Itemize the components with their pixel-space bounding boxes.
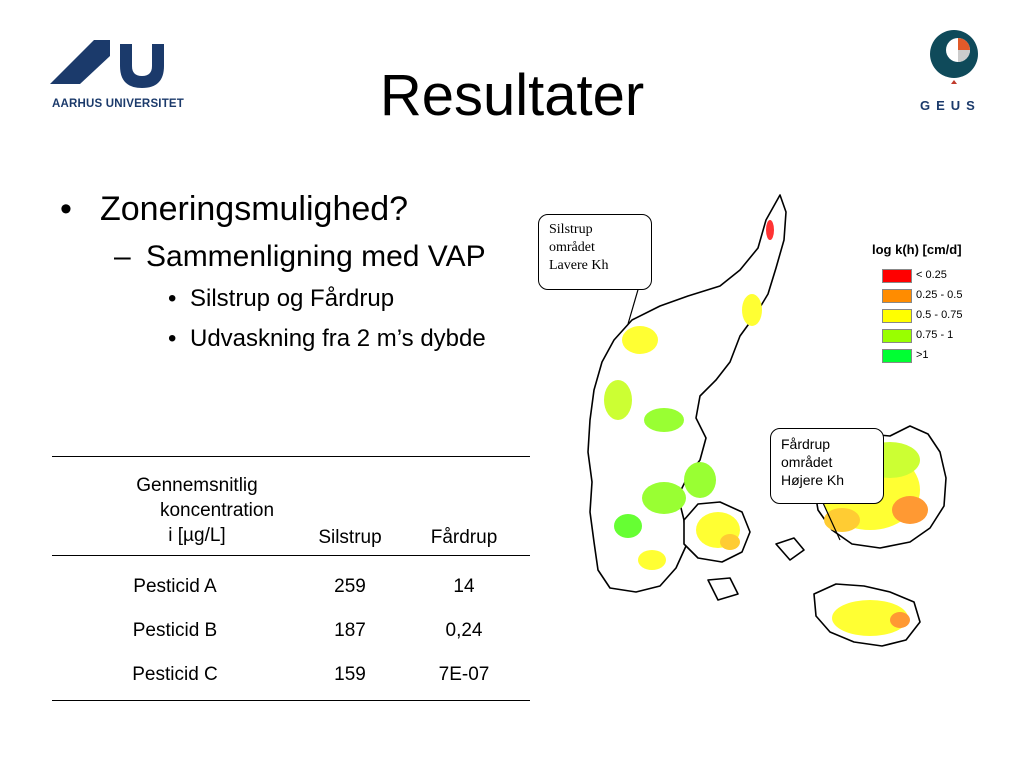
legend-swatch	[882, 309, 912, 323]
map-legend	[872, 242, 992, 367]
row-name: Pesticid A	[133, 576, 217, 597]
table-row	[52, 606, 530, 650]
concentration-table	[52, 456, 530, 701]
slide-title: Resultater	[379, 63, 645, 128]
row-name: Pesticid C	[132, 664, 218, 685]
callout-line: området	[781, 454, 833, 470]
header-concentration	[82, 473, 312, 548]
legend-item	[872, 307, 992, 327]
callout-line: Silstrup	[549, 222, 593, 237]
bullet-dash: –	[114, 240, 131, 273]
bullet-level3	[168, 282, 500, 316]
row-silstrup: 159	[334, 664, 366, 685]
legend-item	[872, 327, 992, 347]
bullet-level3-text: Silstrup og Fårdrup	[190, 285, 395, 312]
header-silstrup: Silstrup	[318, 527, 382, 548]
callout-silstrup	[538, 214, 652, 290]
table-row	[52, 650, 530, 694]
bullet-level1: • Zoneringsmulighed?	[60, 188, 500, 230]
legend-item	[872, 267, 992, 287]
legend-label: >1	[916, 349, 929, 361]
row-silstrup: 259	[334, 576, 366, 597]
header-line: Gennemsnitlig	[136, 475, 258, 496]
bullet-dot: •	[168, 285, 177, 312]
callout-line: Fårdrup	[781, 436, 831, 452]
legend-item	[872, 287, 992, 307]
legend-item	[872, 347, 992, 367]
header-line: koncentration	[159, 500, 275, 521]
row-fardrup: 7E-07	[438, 664, 490, 685]
bullet-level3-text: Udvaskning fra 2 m’s dybde	[190, 325, 486, 352]
row-fardrup: 14	[453, 576, 475, 597]
row-name: Pesticid B	[132, 620, 218, 641]
row-fardrup: 0,24	[445, 620, 483, 641]
geus-logo-text: GEUS	[920, 98, 981, 113]
table-header	[52, 457, 530, 556]
callout-line: Højere Kh	[781, 472, 845, 488]
header-line: i [µg/L]	[168, 525, 226, 546]
header-fardrup: Fårdrup	[430, 527, 498, 548]
legend-swatch	[882, 269, 912, 283]
legend-label: < 0.25	[916, 269, 947, 281]
callout-fardrup	[770, 428, 884, 504]
bullet-level2-text: Sammenligning med VAP	[146, 240, 486, 273]
au-logo-text: AARHUS UNIVERSITET	[52, 98, 185, 110]
bullet-level3	[168, 322, 500, 356]
bullet-level2	[114, 238, 500, 276]
legend-swatch	[882, 349, 912, 363]
table-row	[52, 562, 530, 606]
legend-swatch	[882, 289, 912, 303]
bullet-list	[60, 188, 500, 356]
legend-label: 0.5 - 0.75	[916, 309, 963, 321]
callout-line: området	[549, 240, 595, 255]
legend-label: 0.75 - 1	[916, 329, 954, 341]
row-silstrup: 187	[334, 620, 366, 641]
legend-label: 0.25 - 0.5	[916, 289, 963, 301]
callout-line: Lavere Kh	[549, 258, 609, 273]
bullet-dot: •	[168, 325, 177, 352]
legend-title: log k(h) [cm/d]	[872, 242, 962, 257]
legend-swatch	[882, 329, 912, 343]
